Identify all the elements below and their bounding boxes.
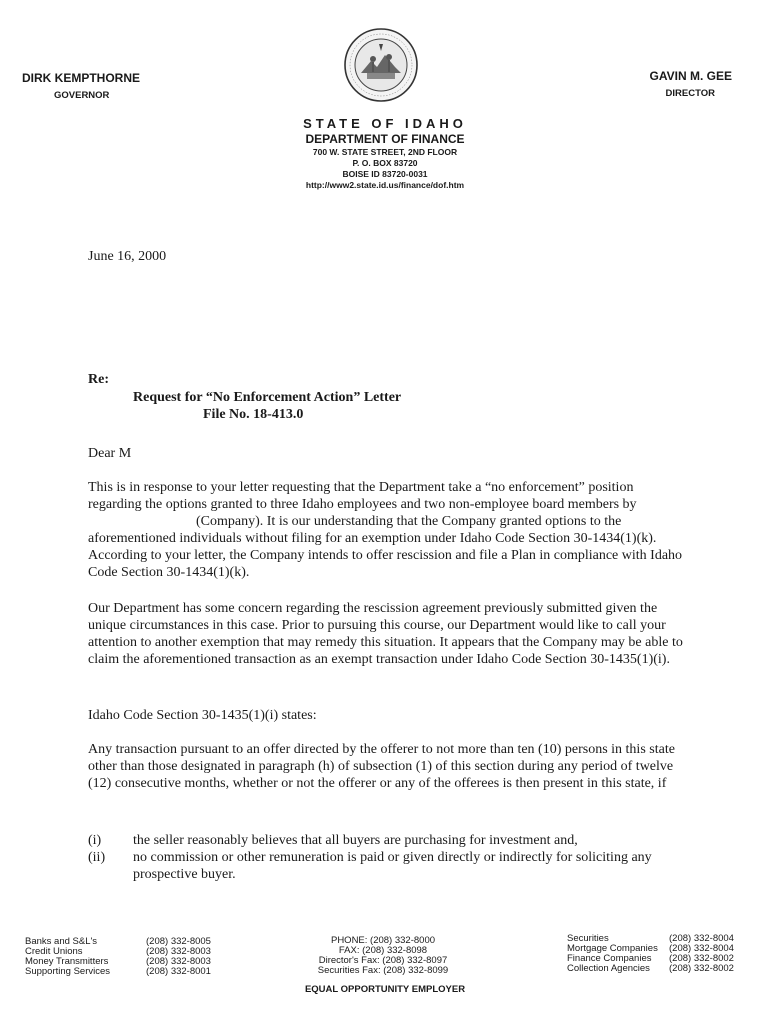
footer-left-phones: [146, 937, 211, 977]
file-number: File No. 18-413.0: [203, 407, 304, 422]
director-title: DIRECTOR: [665, 88, 715, 99]
footer-phone: (208) 332-8002: [669, 953, 734, 964]
state-heading: STATE OF IDAHO: [303, 116, 467, 131]
footer-main-phone: PHONE: (208) 332-8000: [330, 935, 436, 946]
department-heading: DEPARTMENT OF FINANCE: [305, 132, 465, 146]
paragraph-1-continued: (Company). It is our understanding that the Company granted options to the aforementioned individuals without filing for an exemption under Idaho Code Section 30-1434(1)(k). According to your letter, the Company intends to offer rescission and file a Plan in compliance with Idaho Code Section 30-1434(1)(k).: [88, 514, 683, 580]
list-text: no commission or other remuneration is paid or given directly or indirectly for soliciting any prospective buyer.: [133, 850, 652, 882]
footer-phone: (208) 332-8005: [146, 936, 211, 947]
footer-phone: (208) 332-8004: [669, 933, 734, 944]
director-name: GAVIN M. GEE: [649, 69, 732, 83]
equal-opportunity-employer: EQUAL OPPORTUNITY EMPLOYER: [304, 984, 466, 995]
paragraph-3: Idaho Code Section 30-1435(1)(i) states:: [88, 708, 317, 723]
footer-phone: (208) 332-8003: [146, 946, 211, 957]
footer-label: Mortgage Companies: [567, 943, 658, 954]
footer-right-phones: [669, 934, 734, 974]
salutation: Dear M: [88, 446, 132, 461]
paragraph-1-lead: This is in response to your letter requesting that the Department take a “no enforcement” position regarding the options granted to three Idaho employees and two non-employee board members by: [88, 480, 637, 512]
letterhead: [0, 116, 770, 191]
paragraph-1: [88, 479, 688, 581]
footer-label: Securities: [567, 933, 609, 944]
footer-phone: (208) 332-8003: [146, 956, 211, 967]
state-seal-icon: [343, 27, 419, 103]
footer-fax: FAX: (208) 332-8098: [338, 945, 428, 956]
footer-label: Banks and S&L's: [25, 936, 98, 947]
footer-center-contacts: [278, 936, 488, 976]
statute-quote: Any transaction pursuant to an offer directed by the offerer to not more than ten (10) persons in this state other than those designated in paragraph (h) of subsection (1) of this section during any period of twelve (12) consecutive months, whether or not the offerer or any of the offerees is then present in this state, if: [88, 742, 675, 791]
subject-line: Request for “No Enforcement Action” Letter: [133, 390, 402, 405]
footer-label: Collection Agencies: [567, 963, 650, 974]
list-text: the seller reasonably believes that all buyers are purchasing for investment and,: [133, 833, 578, 848]
po-box: P. O. BOX 83720: [352, 158, 418, 168]
street-address: 700 W. STATE STREET, 2ND FLOOR: [312, 147, 458, 157]
footer-phone: (208) 332-8004: [669, 943, 734, 954]
footer-phone: (208) 332-8001: [146, 966, 211, 977]
list-marker: (ii): [88, 850, 106, 865]
footer-label: Money Transmitters: [25, 956, 109, 967]
footer-right-labels: [567, 934, 658, 974]
letter-date: June 16, 2000: [88, 249, 167, 264]
website-link[interactable]: http://www2.state.id.us/finance/dof.htm: [305, 180, 465, 190]
city-address: BOISE ID 83720-0031: [342, 169, 428, 179]
footer-phone: (208) 332-8002: [669, 963, 734, 974]
list-marker: (i): [88, 833, 102, 848]
footer-label: Credit Unions: [25, 946, 83, 957]
footer-label: Supporting Services: [25, 966, 111, 977]
governor-name: DIRK KEMPTHORNE: [22, 71, 141, 85]
footer-director-fax: Director's Fax: (208) 332-8097: [318, 955, 448, 966]
footer-left-labels: [25, 937, 110, 977]
footer-securities-fax: Securities Fax: (208) 332-8099: [317, 965, 449, 976]
footer-label: Finance Companies: [567, 953, 652, 964]
re-label: Re:: [88, 372, 109, 387]
governor-title: GOVERNOR: [54, 90, 110, 101]
paragraph-2: Our Department has some concern regarding the rescission agreement previously submitted given the unique circumstances in this case. Prior to pursuing this course, our Department would like to call your attention to another exemption that may remedy this situation. It appears that the Company may be able to claim the aforementioned transaction as an exempt transaction under Idaho Code Section 30-1435(1)(i).: [88, 601, 683, 667]
